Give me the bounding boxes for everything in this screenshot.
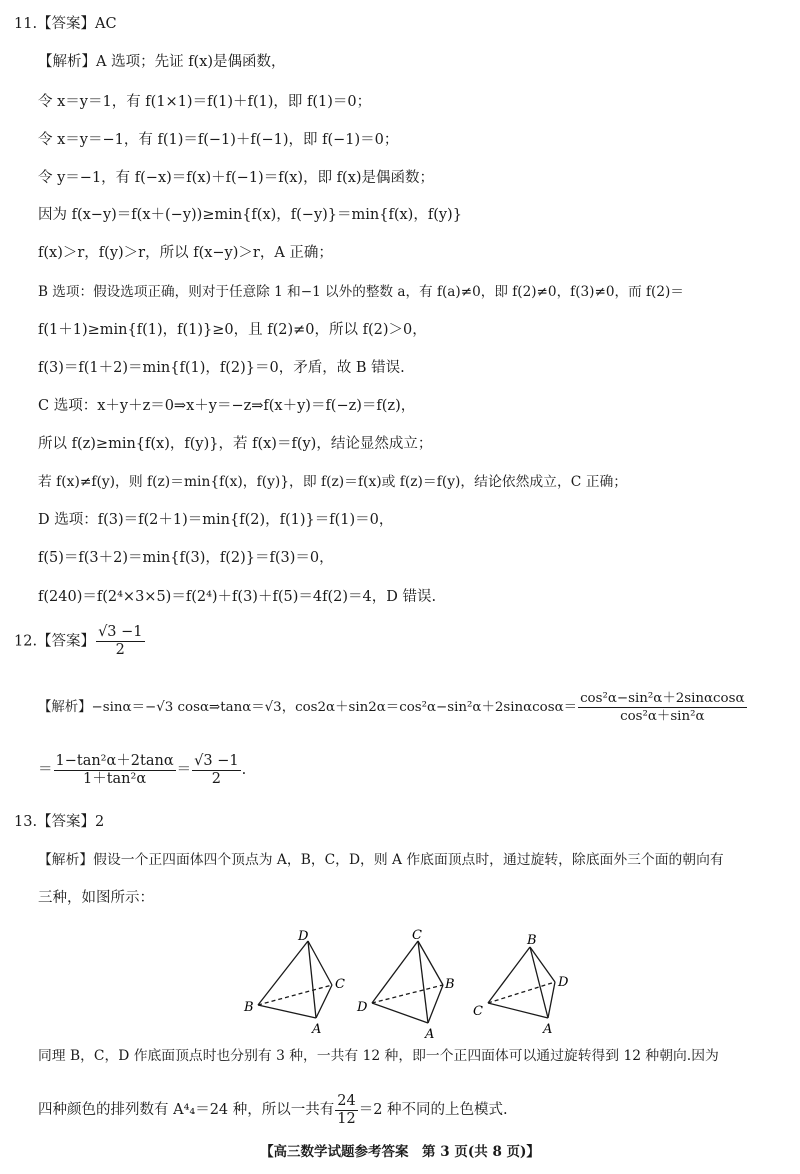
q12-eq-2: ＝ (176, 762, 192, 778)
q11-line-10: C 选项：x＋y＋z＝0⇒x＋y＝−z⇒f(x＋y)＝f(−z)＝f(z)， (38, 398, 416, 414)
q11-line-9: f(3)＝f(1＋2)＝min{f(1)，f(2)}＝0，矛盾，故 B 错误. (38, 360, 405, 376)
tetrahedron-2 (372, 941, 443, 1023)
q11-line-2: 令 x＝y＝1，有 f(1×1)＝f(1)＋f(1)，即 f(1)＝0； (38, 94, 372, 110)
fig3-label-left: C (473, 1004, 483, 1019)
q13-line-4-pre: 四种颜色的排列数有 A⁴₄＝24 种，所以一共有 (38, 1102, 335, 1118)
q12-fraction-3-denominator: 2 (211, 770, 221, 787)
fig1-label-bottom: A (312, 1022, 322, 1037)
fig1-label-left: B (244, 1000, 254, 1015)
q12-fraction-2-denominator: 1＋tan²α (82, 770, 147, 787)
q13-line-3: 同理 B，C，D 作底面顶点时也分别有 3 种，一共有 12 种，即一个正四面体可以通过旋转得到 12 种朝向.因为 (38, 1048, 719, 1064)
q12-line-2 (38, 752, 246, 788)
q13-fraction-denominator: 12 (337, 1110, 356, 1127)
fig1-label-right: C (335, 977, 345, 992)
q12-eq-1: ＝ (38, 762, 53, 778)
q11-line-4: 令 y＝−1，有 f(−x)＝f(x)＋f(−1)＝f(x)，即 f(x)是偶函数； (38, 170, 435, 186)
q13-line-4 (38, 1092, 508, 1128)
q12-answer-denominator: 2 (115, 642, 125, 658)
q12-line-1 (38, 690, 748, 726)
fig2-label-top: C (412, 928, 422, 943)
fig2-label-bottom: A (425, 1027, 435, 1040)
q11-line-14: f(5)＝f(3＋2)＝min{f(3)，f(2)}＝f(3)＝0， (38, 550, 334, 566)
q11-answer: 11.【答案】AC (14, 16, 117, 32)
q11-line-7: B 选项：假设选项正确，则对于任意除 1 和−1 以外的整数 a，有 f(a)≠0，即 f(2)≠0，f(3)≠0，而 f(2)＝ (38, 284, 684, 300)
q12-fraction-1-numerator: cos²α−sin²α＋2sinαcosα (580, 691, 745, 706)
q12-fraction-2-numerator: 1−tan²α＋2tanα (55, 752, 174, 769)
page-footer: 【高三数学试题参考答案 第 3 页(共 8 页)】 (260, 1144, 540, 1160)
q12-fraction-1 (578, 690, 746, 725)
q12-end: . (241, 762, 247, 778)
q13-line-1: 【解析】假设一个正四面体四个顶点为 A，B，C，D，则 A 作底面顶点时，通过旋转，除底面外三个面的朝向有 (38, 852, 724, 868)
q13-line-4-post: ＝2 种不同的上色模式. (358, 1102, 508, 1118)
fig3-label-bottom: A (543, 1022, 553, 1037)
fig1-label-top: D (298, 929, 309, 944)
fig3-label-right: D (558, 975, 569, 990)
q11-line-12: 若 f(x)≠f(y)，则 f(z)＝min{f(x)，f(y)}，即 f(z)＝f(x)或 f(z)＝f(y)，结论依然成立，C 正确； (38, 474, 628, 490)
q12-line-1-text: 【解析】−sinα＝−√3 cosα⇒tanα＝√3，cos2α＋sin2α＝cos²α−sin²α＋2sinαcosα＝ (38, 700, 578, 715)
q12-answer-prefix: 12.【答案】 (14, 633, 96, 650)
q11-line-13: D 选项：f(3)＝f(2＋1)＝min{f(2)，f(1)}＝f(1)＝0， (38, 512, 394, 528)
q11-line-15: f(240)＝f(2⁴×3×5)＝f(2⁴)＋f(3)＋f(5)＝4f(2)＝4，D 错误. (38, 589, 437, 605)
q13-line-2: 三种，如图所示： (38, 890, 154, 906)
q13-fraction-numerator: 24 (337, 1092, 356, 1109)
q13-fraction (335, 1093, 357, 1128)
q11-line-1: 【解析】A 选项；先证 f(x)是偶函数， (38, 54, 286, 70)
q11-line-8: f(1＋1)≥min{f(1)，f(1)}≥0，且 f(2)≠0，所以 f(2)＞0， (38, 322, 427, 338)
fig2-label-left: D (357, 1000, 368, 1015)
tetrahedra-figures (230, 925, 590, 1040)
q12-answer (14, 624, 146, 659)
q11-line-5: 因为 f(x−y)＝f(x＋(−y))≥min{f(x)，f(−y)}＝min{f(x)，f(y)} (38, 207, 462, 223)
q11-line-3: 令 x＝y＝−1，有 f(1)＝f(−1)＋f(−1)，即 f(−1)＝0； (38, 132, 399, 148)
q11-line-11: 所以 f(z)≥min{f(x)，f(y)}，若 f(x)＝f(y)，结论显然成立； (38, 436, 433, 452)
fig2-label-right: B (445, 977, 455, 992)
q12-fraction-2 (54, 753, 176, 788)
tetrahedron-3 (488, 947, 555, 1018)
q12-fraction-3 (192, 753, 240, 788)
q12-fraction-1-denominator: cos²α＋sin²α (620, 709, 705, 724)
q12-fraction-3-numerator: √3 −1 (194, 752, 239, 769)
q12-answer-numerator: √3 −1 (98, 624, 143, 640)
q11-line-6: f(x)＞r，f(y)＞r，所以 f(x−y)＞r，A 正确； (38, 245, 333, 261)
q13-answer: 13.【答案】2 (14, 814, 105, 830)
fig3-label-top: B (527, 933, 537, 948)
tetrahedron-1 (258, 941, 332, 1018)
q12-answer-fraction (96, 624, 144, 659)
